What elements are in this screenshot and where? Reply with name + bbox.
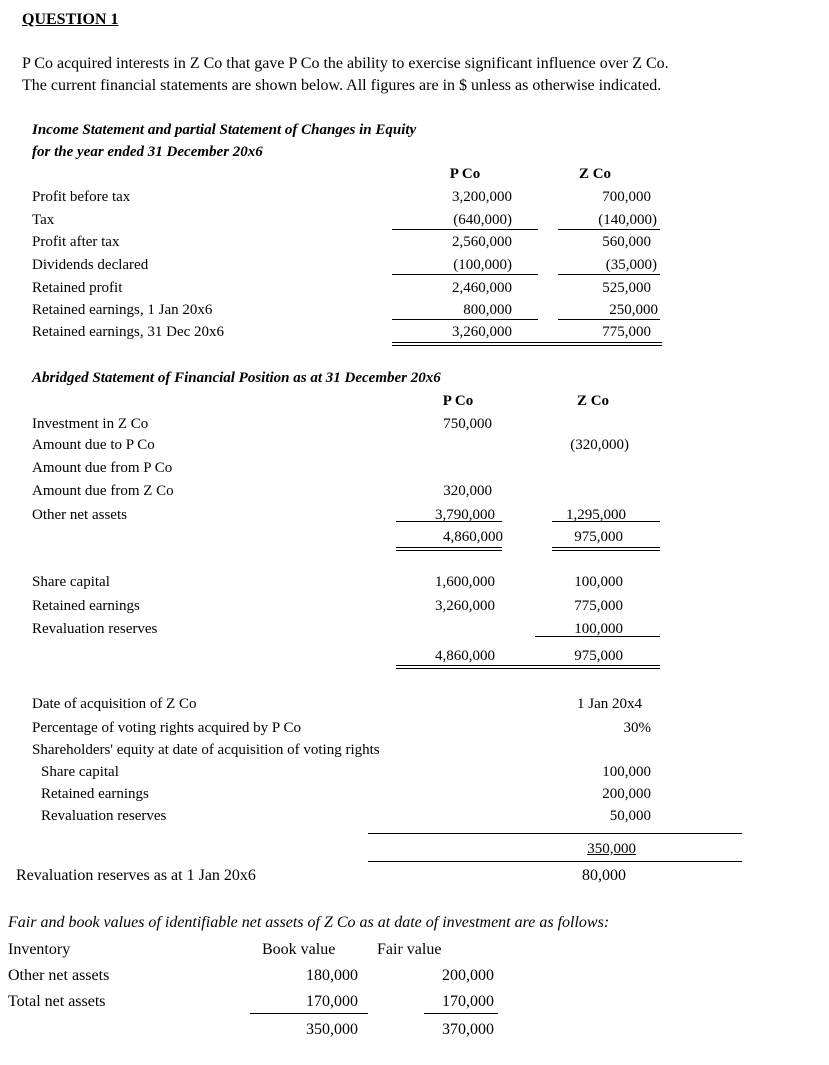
sofp-row-label: Amount due from P Co (32, 460, 173, 476)
income-row-p: 2,460,000 (452, 280, 512, 296)
rule (396, 521, 502, 522)
rule (368, 861, 742, 862)
reval-label: Revaluation reserves as at 1 Jan 20x6 (16, 867, 256, 884)
income-row-label: Profit after tax (32, 234, 120, 250)
sofp-equity-label: Retained earnings (32, 598, 140, 614)
income-row-z: 250,000 (609, 302, 658, 318)
income-row-p: 3,260,000 (452, 324, 512, 340)
income-row-p: 800,000 (463, 302, 512, 318)
acquisition-item-label: Revaluation reserves (41, 808, 167, 824)
sofp-col-z: Z Co (576, 393, 610, 409)
sofp-asset-total-p: 4,860,000 (443, 529, 503, 545)
rule (552, 521, 660, 522)
fair-col-fair: Fair value (377, 941, 442, 958)
rule (552, 550, 660, 551)
income-row-label: Retained profit (32, 280, 123, 296)
rule (396, 550, 502, 551)
sofp-row-label: Investment in Z Co (32, 416, 149, 432)
page-title: QUESTION 1 (22, 11, 119, 28)
acquisition-item-value: 50,000 (609, 808, 651, 824)
fair-row-fair: 170,000 (442, 993, 494, 1010)
rule (368, 833, 742, 834)
sofp-equity-total-p: 4,860,000 (435, 648, 495, 664)
sofp-equity-label: Share capital (32, 574, 110, 590)
income-row-label: Retained earnings, 31 Dec 20x6 (32, 324, 225, 340)
acquisition-equity-label: Shareholders' equity at date of acquisition of voting rights (32, 742, 380, 758)
sofp-row-p: 750,000 (443, 416, 492, 432)
income-row-z: 560,000 (602, 234, 651, 250)
rule (392, 229, 538, 230)
rule (424, 1013, 498, 1014)
rule (392, 345, 662, 346)
intro-line-2: The current financial statements are shown below. All figures are in $ unless as otherwise indicated. (22, 77, 662, 94)
rule (396, 668, 660, 669)
income-row-z: 525,000 (602, 280, 651, 296)
sofp-equity-label: Revaluation reserves (32, 621, 158, 637)
fair-row-fair: 200,000 (442, 967, 494, 984)
fair-row-book: 180,000 (306, 967, 358, 984)
income-row-label: Retained earnings, 1 Jan 20x6 (32, 302, 213, 318)
rule (558, 274, 660, 275)
income-row-p: (100,000) (453, 257, 512, 273)
sofp-row-z: 1,295,000 (566, 507, 626, 523)
acquisition-item-label: Retained earnings (41, 786, 149, 802)
rule (250, 1013, 368, 1014)
income-statement-subtitle: for the year ended 31 December 20x6 (32, 144, 263, 160)
fair-values-title: Fair and book values of identifiable net assets of Z Co as at date of investment are as follows: (8, 914, 610, 931)
sofp-col-p: P Co (442, 393, 474, 409)
fair-row-inventory: Inventory (8, 941, 71, 958)
acquisition-pct-label: Percentage of voting rights acquired by P Co (32, 720, 301, 736)
rule (558, 319, 660, 320)
income-row-p: 2,560,000 (452, 234, 512, 250)
income-statement-title: Income Statement and partial Statement of Changes in Equity (32, 122, 417, 138)
sofp-equity-z: 100,000 (574, 574, 623, 590)
fair-total-fair: 370,000 (442, 1021, 494, 1038)
sofp-row-p: 320,000 (443, 483, 492, 499)
sofp-title: Abridged Statement of Financial Position as at 31 December 20x6 (32, 370, 441, 386)
income-col-p: P Co (449, 166, 481, 182)
income-row-z: 700,000 (602, 189, 651, 205)
income-col-z: Z Co (578, 166, 612, 182)
income-row-z: (35,000) (605, 257, 657, 273)
sofp-row-label: Amount due to P Co (32, 437, 155, 453)
sofp-equity-total-z: 975,000 (574, 648, 623, 664)
fair-total-book: 350,000 (306, 1021, 358, 1038)
fair-row-label: Total net assets (8, 993, 106, 1010)
rule (558, 229, 660, 230)
sofp-asset-total-z: 975,000 (574, 529, 623, 545)
sofp-equity-z: 100,000 (574, 621, 623, 637)
income-row-label: Dividends declared (32, 257, 149, 273)
sofp-row-p: 3,790,000 (435, 507, 495, 523)
sofp-row-z: (320,000) (570, 437, 629, 453)
acquisition-total: 350,000 (587, 841, 636, 857)
acquisition-date-value: 1 Jan 20x4 (577, 696, 642, 712)
sofp-row-label: Other net assets (32, 507, 127, 523)
acquisition-date-label: Date of acquisition of Z Co (32, 696, 197, 712)
rule (392, 342, 662, 343)
rule (396, 547, 502, 548)
fair-col-book: Book value (262, 941, 336, 958)
rule (392, 319, 538, 320)
rule (552, 547, 660, 548)
sofp-equity-z: 775,000 (574, 598, 623, 614)
income-row-label: Profit before tax (32, 189, 131, 205)
acquisition-item-value: 200,000 (602, 786, 651, 802)
income-row-z: 775,000 (602, 324, 651, 340)
sofp-equity-p: 1,600,000 (435, 574, 495, 590)
fair-row-book: 170,000 (306, 993, 358, 1010)
income-row-z: (140,000) (598, 212, 657, 228)
intro-line-1: P Co acquired interests in Z Co that gave P Co the ability to exercise significant influence over Z Co. (22, 55, 669, 72)
rule (396, 665, 660, 666)
rule (535, 636, 660, 637)
fair-row-label: Other net assets (8, 967, 110, 984)
sofp-equity-p: 3,260,000 (435, 598, 495, 614)
income-row-p: (640,000) (453, 212, 512, 228)
acquisition-pct-value: 30% (623, 720, 651, 736)
acquisition-item-label: Share capital (41, 764, 119, 780)
sofp-row-label: Amount due from Z Co (32, 483, 174, 499)
reval-value: 80,000 (582, 867, 626, 884)
rule (392, 274, 538, 275)
income-row-p: 3,200,000 (452, 189, 512, 205)
acquisition-item-value: 100,000 (602, 764, 651, 780)
income-row-label: Tax (32, 212, 55, 228)
